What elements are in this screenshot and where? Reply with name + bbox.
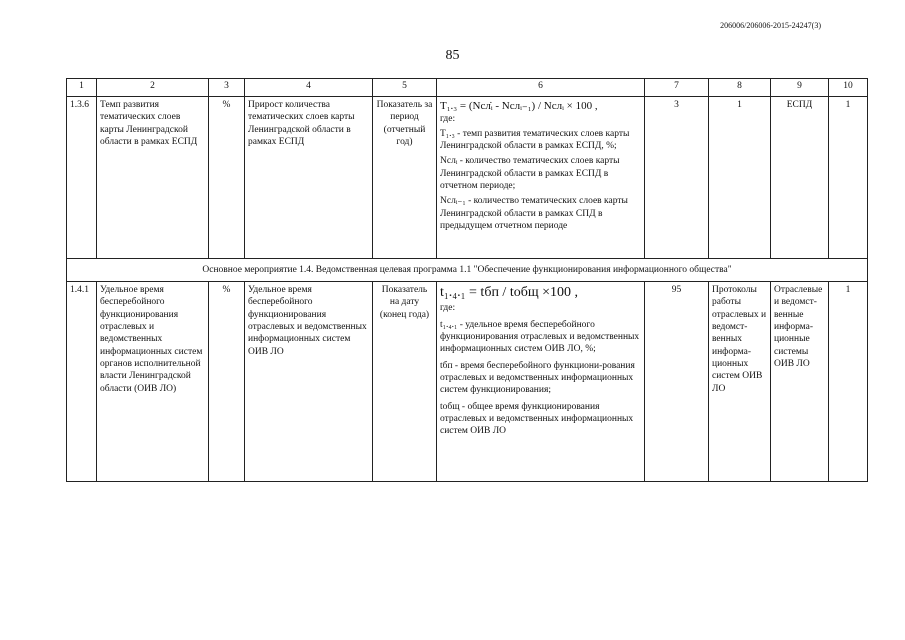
indicator-definition: Удельное время бесперебойного функционирования отраслевых и ведомственных информационных систем ОИВ ЛО	[245, 282, 373, 482]
col-header: 3	[209, 79, 245, 97]
header-row	[67, 79, 868, 97]
table-row	[67, 282, 868, 482]
document-id: 206006/206006-2015-24247(3)	[720, 21, 821, 30]
col-header: 1	[67, 79, 97, 97]
formula-def: t₁.₄.₁ - удельное время бесперебойного функционирования отраслевых и ведомственных информационных систем ОИВ ЛО, %;	[440, 319, 640, 355]
table-row	[67, 97, 868, 259]
page-number: 85	[445, 48, 460, 63]
formula-def: Nслᵢ₋₁ - количество тематических слоев карты Ленинградской области в рамках СПД в предыдущем отчетном периоде	[440, 196, 628, 232]
row-number: 1.4.1	[67, 282, 97, 482]
col7-value: 95	[645, 282, 709, 482]
col-header: 2	[97, 79, 209, 97]
formula-def: tбп - время бесперебойного функциони-рования отраслевых и ведомственных информационных систем функционирования;	[440, 360, 635, 396]
section-row	[67, 259, 868, 282]
indicator-definition: Прирост количества тематических слоев карты Ленинградской области в рамках ЕСПД	[245, 97, 373, 259]
formula-where: где:	[440, 303, 456, 314]
col10-value: 1	[829, 97, 868, 259]
formula: t₁.₄.₁ = tбп / tобщ ×100 ,	[440, 285, 579, 300]
indicator-type: Показатель на дату (конец года)	[373, 282, 437, 482]
formula-def: tобщ - общее время функционирования отраслевых и ведомственных информационных систем ОИВ ЛО	[440, 401, 634, 437]
indicator-name: Удельное время бесперебойного функционирования отраслевых и ведомственных информационных систем органов исполнительной власти Ленинградской области (ОИВ ЛО)	[97, 282, 209, 482]
formula-cell	[437, 282, 645, 482]
col8-value: Протоколы работы отраслевых и ведомст-венных информа-ционных систем ОИВ ЛО	[709, 282, 771, 482]
col-header: 8	[709, 79, 771, 97]
col-header: 6	[437, 79, 645, 97]
formula-def: T₁.₃ - темп развития тематических слоев карты Ленинградской области в рамках ЕСПД, %;	[440, 128, 630, 151]
formula: T₁.₃ = (Nсл̇ᵢ - Nслᵢ₋₁) / Nслᵢ × 100 ,	[440, 100, 598, 112]
indicator-table	[66, 78, 868, 482]
col9-value: Отраслевые и ведомст-венные информа-ционные системы ОИВ ЛО	[771, 282, 829, 482]
indicator-type: Показатель за период (отчетный год)	[373, 97, 437, 259]
formula-where: где:	[440, 114, 456, 125]
indicator-name: Темп развития тематических слоев карты Ленинградской области в рамках ЕСПД	[97, 97, 209, 259]
formula-def: Nслᵢ - количество тематических слоев карты Ленинградской области в рамках ЕСПД в отчетном периоде;	[440, 156, 620, 192]
unit: %	[209, 97, 245, 259]
row-number: 1.3.6	[67, 97, 97, 259]
col-header: 9	[771, 79, 829, 97]
col10-value: 1	[829, 282, 868, 482]
formula-cell	[437, 97, 645, 259]
col9-value: ЕСПД	[771, 97, 829, 259]
col-header: 7	[645, 79, 709, 97]
col-header: 10	[829, 79, 868, 97]
col-header: 5	[373, 79, 437, 97]
section-title: Основное мероприятие 1.4. Ведомственная целевая программа 1.1 "Обеспечение функционирования информационного общества"	[67, 259, 868, 282]
col-header: 4	[245, 79, 373, 97]
col8-value: 1	[709, 97, 771, 259]
col7-value: 3	[645, 97, 709, 259]
unit: %	[209, 282, 245, 482]
